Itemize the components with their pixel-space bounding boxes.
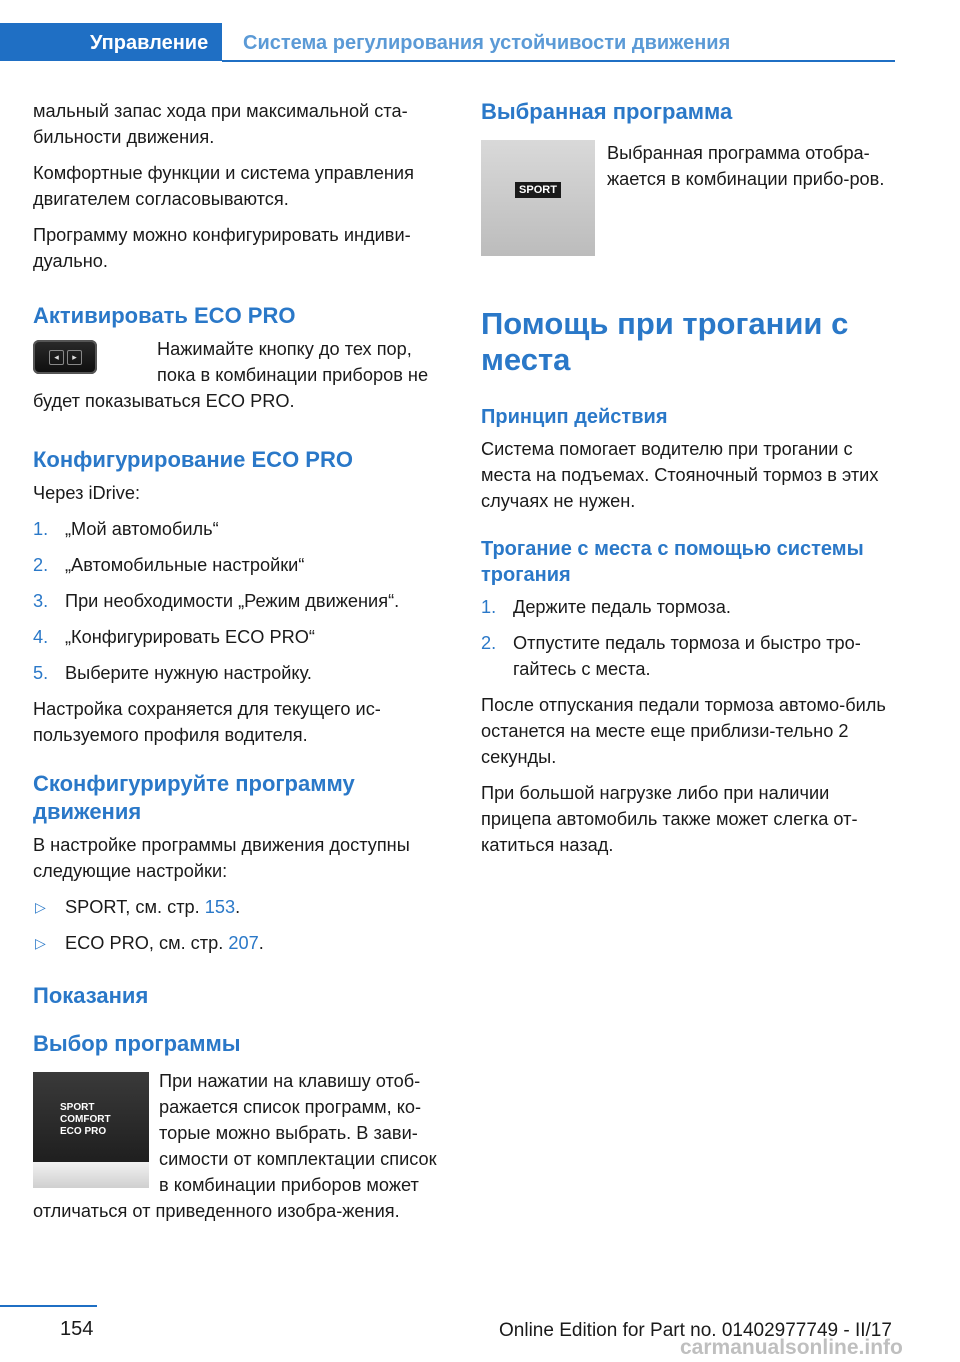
list-item: ▷ SPORT, см. стр. 153. xyxy=(33,894,451,920)
left-column xyxy=(33,98,451,1224)
section-tab: Управление xyxy=(0,23,222,61)
list-item: 2. Отпустите педаль тормоза и быстро тро-гайтесь с места. xyxy=(481,633,861,679)
intro-paragraph-2: Комфортные функции и система управления двигателем согласовываются. xyxy=(33,163,414,209)
intro-paragraph-3: Программу можно конфигурировать индиви-дуально. xyxy=(33,225,411,271)
watermark: carmanualsonline.info xyxy=(680,1336,903,1359)
header-rule xyxy=(222,60,895,62)
list-item: 2. „Автомобильные настройки“ xyxy=(33,555,305,575)
program-list-image xyxy=(33,1072,149,1188)
list-item: 3. При необходимости „Режим движения“. xyxy=(33,591,400,611)
sport-badge: SPORT xyxy=(515,182,561,198)
page-number: 154 xyxy=(60,1318,94,1340)
heading-principle: Принцип действия xyxy=(481,406,668,428)
heading-activate-eco-pro: Активировать ECO PRO xyxy=(33,303,296,328)
list-item: ▷ ECO PRO, см. стр. 207. xyxy=(33,930,451,956)
activate-text: Нажимайте кнопку до тех пор, пока в комбинации приборов не будет показываться ECO PRO. xyxy=(33,339,429,411)
triangle-icon: ▷ xyxy=(35,935,46,951)
select-block xyxy=(33,1068,451,1224)
selected-block xyxy=(481,140,901,256)
page-link-153[interactable]: 153 xyxy=(204,897,236,917)
triangle-icon: ▷ xyxy=(35,899,46,915)
starting-steps xyxy=(481,594,901,682)
heading-select-program: Выбор программы xyxy=(33,1031,241,1056)
config-steps xyxy=(33,516,451,686)
right-arrow-icon: ▸ xyxy=(67,350,82,365)
heading-config-eco-pro: Конфигурирование ECO PRO xyxy=(33,447,353,472)
menu-item-comfort: COMFORT xyxy=(60,1114,111,1125)
page-link-207[interactable]: 207 xyxy=(228,933,259,953)
menu-item-eco-pro: ECO PRO xyxy=(60,1126,107,1137)
eco-pro-button-image xyxy=(33,340,97,374)
available-text: В настройке программы движения доступны следующие настройки: xyxy=(33,835,410,881)
list-item: 5. Выберите нужную настройку. xyxy=(33,663,312,683)
intro-paragraph-1: мальный запас хода при максимальной ста-бильности движения. xyxy=(33,101,408,147)
activate-block xyxy=(33,336,451,414)
heading-selected-program: Выбранная программа xyxy=(481,99,733,124)
heading-hill-start-assist: Помощь при трогании с места xyxy=(481,306,849,377)
menu-item-sport: SPORT xyxy=(60,1102,95,1113)
heading-starting: Трогание с места с помощью системы трогания xyxy=(481,538,864,586)
list-item: 1. „Мой автомобиль“ xyxy=(33,519,219,539)
edition-note: Online Edition for Part no. 01402977749 - II/17 xyxy=(499,1320,892,1341)
list-item: 1. Держите педаль тормоза. xyxy=(481,597,731,617)
sport-display-image xyxy=(481,140,595,256)
left-arrow-icon: ◂ xyxy=(49,350,64,365)
footer-rule xyxy=(0,1305,97,1307)
via-idrive: Через iDrive: xyxy=(33,483,140,503)
program-bullets xyxy=(33,894,451,956)
right-column xyxy=(481,98,901,868)
list-item: 4. „Конфигурировать ECO PRO“ xyxy=(33,627,315,647)
select-text: При нажатии на клавишу отоб-ражается список программ, ко-торые можно выбрать. В зави-симости от комплектации список в комбинации приборов может отличаться от приведенного изобра-жения. xyxy=(33,1071,437,1221)
chapter-title: Система регулирования устойчивости движения xyxy=(243,32,731,54)
selected-text: Выбранная программа отобра-жается в комбинации прибо-ров. xyxy=(607,143,885,189)
heavy-load-text: При большой нагрузке либо при наличии прицепа автомобиль также может слегка от-катиться назад. xyxy=(481,783,858,855)
heading-display: Показания xyxy=(33,983,149,1008)
after-release-text: После отпускания педали тормоза автомо-биль останется на месте еще приблизи-тельно 2 секунды. xyxy=(481,695,886,767)
principle-text: Система помогает водителю при трогании с места на подъемах. Стояночный тормоз в этих случаях не нужен. xyxy=(481,439,879,511)
saved-text: Настройка сохраняется для текущего ис-пользуемого профиля водителя. xyxy=(33,699,381,745)
heading-configure-program: Сконфигурируйте программу движения xyxy=(33,771,355,824)
